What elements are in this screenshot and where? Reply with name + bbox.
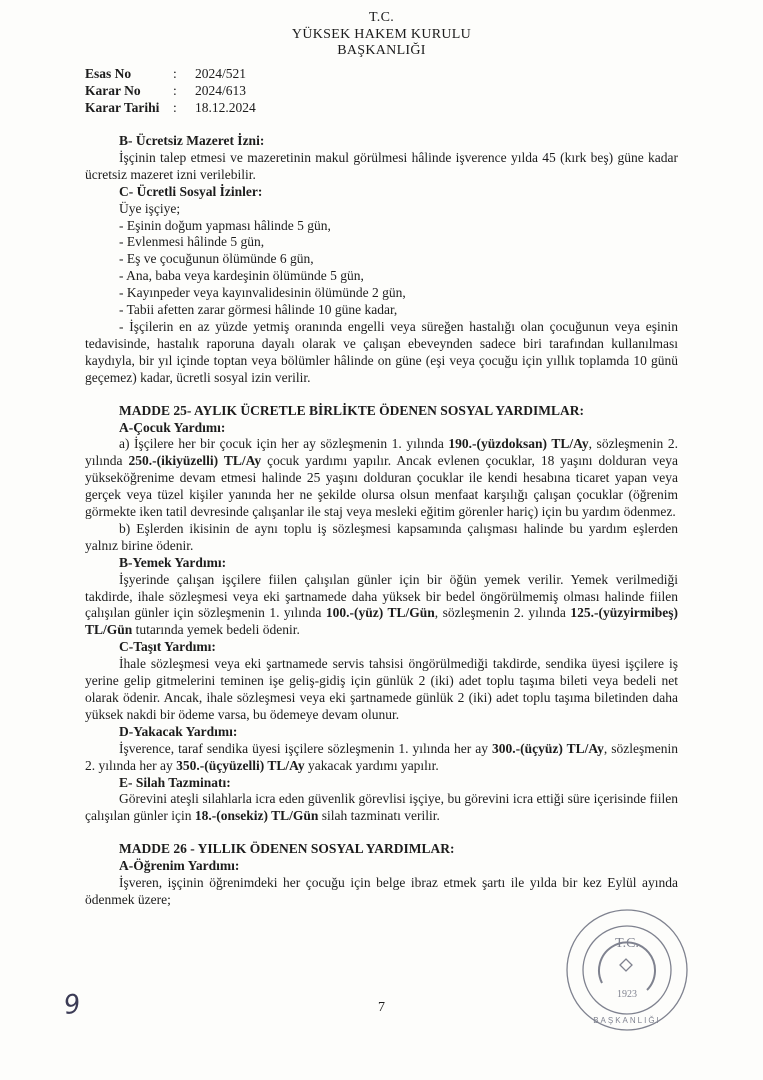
text-run: İşverence, taraf sendika üyesi işçilere sözleşmenin 1. yılında her ay [119,740,492,756]
meta-sep: : [173,100,177,115]
paragraph-c-intro: Üye işçiye; [119,200,181,216]
meta-value: 2024/521 [195,66,247,81]
paragraph-education-aid: İşveren, işçinin öğrenimdeki her çocuğu için belge ibraz etmek şartı ile yılda bir kez Eylül ayında ödenmek üzere; [85,875,678,907]
case-metadata [85,65,256,116]
amount: 18.-(onsekiz) TL/Gün [194,808,319,824]
text-run: silah tazminatı verilir. [318,808,440,824]
article-25-title: MADDE 25- AYLIK ÜCRETLE BİRLİKTE ÖDENEN SOSYAL YARDIMLAR: [119,402,584,418]
document-header [0,10,763,60]
section-title-child-aid: A-Çocuk Yardımı: [119,419,226,435]
text-run: Görevini ateşli silahlarla icra eden güvenlik görevlisi işçiye, bu görevini icra ettiği süre içerisinde fiilen çalışılan günler için [85,791,678,824]
meta-value: 18.12.2024 [195,100,256,115]
meta-row-esas [85,65,256,82]
meta-value: 2024/613 [195,83,247,98]
official-seal-icon [562,905,692,1035]
section-title-transport-aid: C-Taşıt Yardımı: [119,639,216,655]
meta-sep: : [173,83,177,98]
amount: 190.-(yüzdoksan) TL/Ay [448,436,589,452]
text-run: , sözleşmenin 2. yılında her ay [85,740,678,773]
text-run: , sözleşmenin 2. yılında [85,436,678,469]
paragraph-fuel-aid [85,741,678,775]
section-title-fuel-aid: D-Yakacak Yardımı: [119,723,238,739]
text-run: a) İşçilere her bir çocuk için her ay sözleşmenin 1. yılında [119,436,449,452]
list-item: - Tabii afetten zarar görmesi hâlinde 10 güne kadar, [119,302,398,318]
meta-row-tarih [85,99,256,116]
section-title-c: C- Ücretli Sosyal İzinler: [119,183,263,199]
paragraph-transport-aid: İhale sözleşmesi veya eki şartnamede servis tahsisi öngörülmediği takdirde, sendika üyesi işçilere iş yerine gelip gitmelerini teminen işe geliş-gidiş için günlük 2 (iki) adet toplu taşıma bileti veya bedeli net olarak ödenir. Ancak, ihale sözleşmesi veya eki şartnamede günlük 2 (iki) adet toplu taşıma biletinden daha yüksek nakdi bir ödeme varsa, bu ödemeye devam olunur. [85,656,678,722]
list-item-last: - İşçilerin en az yüzde yetmiş oranında engelli veya süreğen hastalığı olan çocuğunun veya eşinin tedavisinde, hastalık raporuna dayalı olarak ve çalışan ebeveynden sadece biri tarafından kullanılması kaydıyla, bir yıl içinde toptan veya bölümler hâlinde on güne (eşi veya çocuğu için yıllık toplamda 10 günü geçemez) kadar, ücretli sosyal izin verilir. [85,318,678,385]
section-title-b: B- Ücretsiz Mazeret İzni: [119,133,265,148]
text-run: yakacak yardımı yapılır. [304,757,439,773]
page-number: 7 [378,1000,385,1015]
section-title-weapon-allowance: E- Silah Tazminatı: [119,774,231,790]
seal-year-text: 1923 [617,989,637,1000]
amount: 350.-(üçyüzelli) TL/Ay [176,757,305,773]
seal-top-text: T.C. [615,936,639,951]
amount: 300.-(üçyüz) TL/Ay [491,740,604,756]
article-26-title: MADDE 26 - YILLIK ÖDENEN SOSYAL YARDIMLAR: [119,841,455,857]
list-item: - Ana, baba veya kardeşinin ölümünde 5 gün, [119,268,364,284]
meta-key: Karar No [85,83,141,98]
text-run: , sözleşmenin 2. yılında [434,605,571,621]
paragraph-child-aid-a [85,436,678,521]
meta-sep: : [173,66,177,81]
list-item: - Eş ve çocuğunun ölümünde 6 gün, [119,251,314,267]
paragraph-b: İşçinin talep etmesi ve mazeretinin makul görülmesi hâlinde işverence yılda 45 (kırk beş) güne kadar ücretsiz mazeret izni verilebilir. [85,149,678,182]
header-line-presidency: BAŞKANLIĞI [337,43,426,58]
meta-key: Karar Tarihi [85,100,160,115]
list-item: - Kayınpeder veya kayınvalidesinin ölümünde 2 gün, [119,285,406,301]
paragraph-child-aid-b: b) Eşlerden ikisinin de aynı toplu iş sözleşmesi kapsamında çalışması halinde bu yardım eşlerden yalnız birine ödenir. [85,520,678,553]
section-title-education-aid: A-Öğrenim Yardımı: [119,858,240,874]
amount: 125.-(yüzyirmibeş) TL/Gün [85,605,678,638]
meta-key: Esas No [85,66,132,81]
document-body [85,133,678,909]
text-run: tutarında yemek bedeli ödenir. [132,622,300,638]
text-run: çocuk yardımı yapılır. Ancak evlenen çocuklar, 18 yaşını dolduran veya yükseköğrenime devam etmesi halinde 25 yaşını dolduran çocuklar ile kendi hesabına ticaret yapan veya gerçek veya tüzel kişiler yanında her ne şekilde olursa olsun menfaat karşılığı çalışan çocuklar (öğrenim görmekte iken tatil devresinde çalışanlar ile staj veya mesleki eğitim görenler hariç) için bu yardım ödenmez. [85,453,678,520]
seal-ring-text: BAŞKANLIĞI [593,1016,661,1025]
amount: 250.-(ikiyüzelli) TL/Ay [128,453,262,469]
list-item: - Evlenmesi hâlinde 5 gün, [119,234,265,250]
list-item: - Eşinin doğum yapması hâlinde 5 gün, [119,217,331,233]
meta-row-karar [85,82,256,99]
handwritten-initial: 9 [61,988,83,1022]
header-line-institution: YÜKSEK HAKEM KURULU [291,26,472,42]
paragraph-weapon-allowance [85,791,678,825]
paragraph-meal-aid [85,572,678,640]
section-title-meal-aid: B-Yemek Yardımı: [119,554,227,570]
header-line-tc: T.C. [368,10,395,25]
text-run: İşyerinde çalışan işçilere fiilen çalışılan günler için bir öğün yemek verilir. Yemek verilmediği takdirde, ihale sözleşmesi veya eki şartnamede daha yüksek bir bedel öngörülmemiş olması halinde fiilen çalışılan günler için sözleşmenin 1. yılında [85,571,678,621]
amount: 100.-(yüz) TL/Gün [325,605,435,621]
